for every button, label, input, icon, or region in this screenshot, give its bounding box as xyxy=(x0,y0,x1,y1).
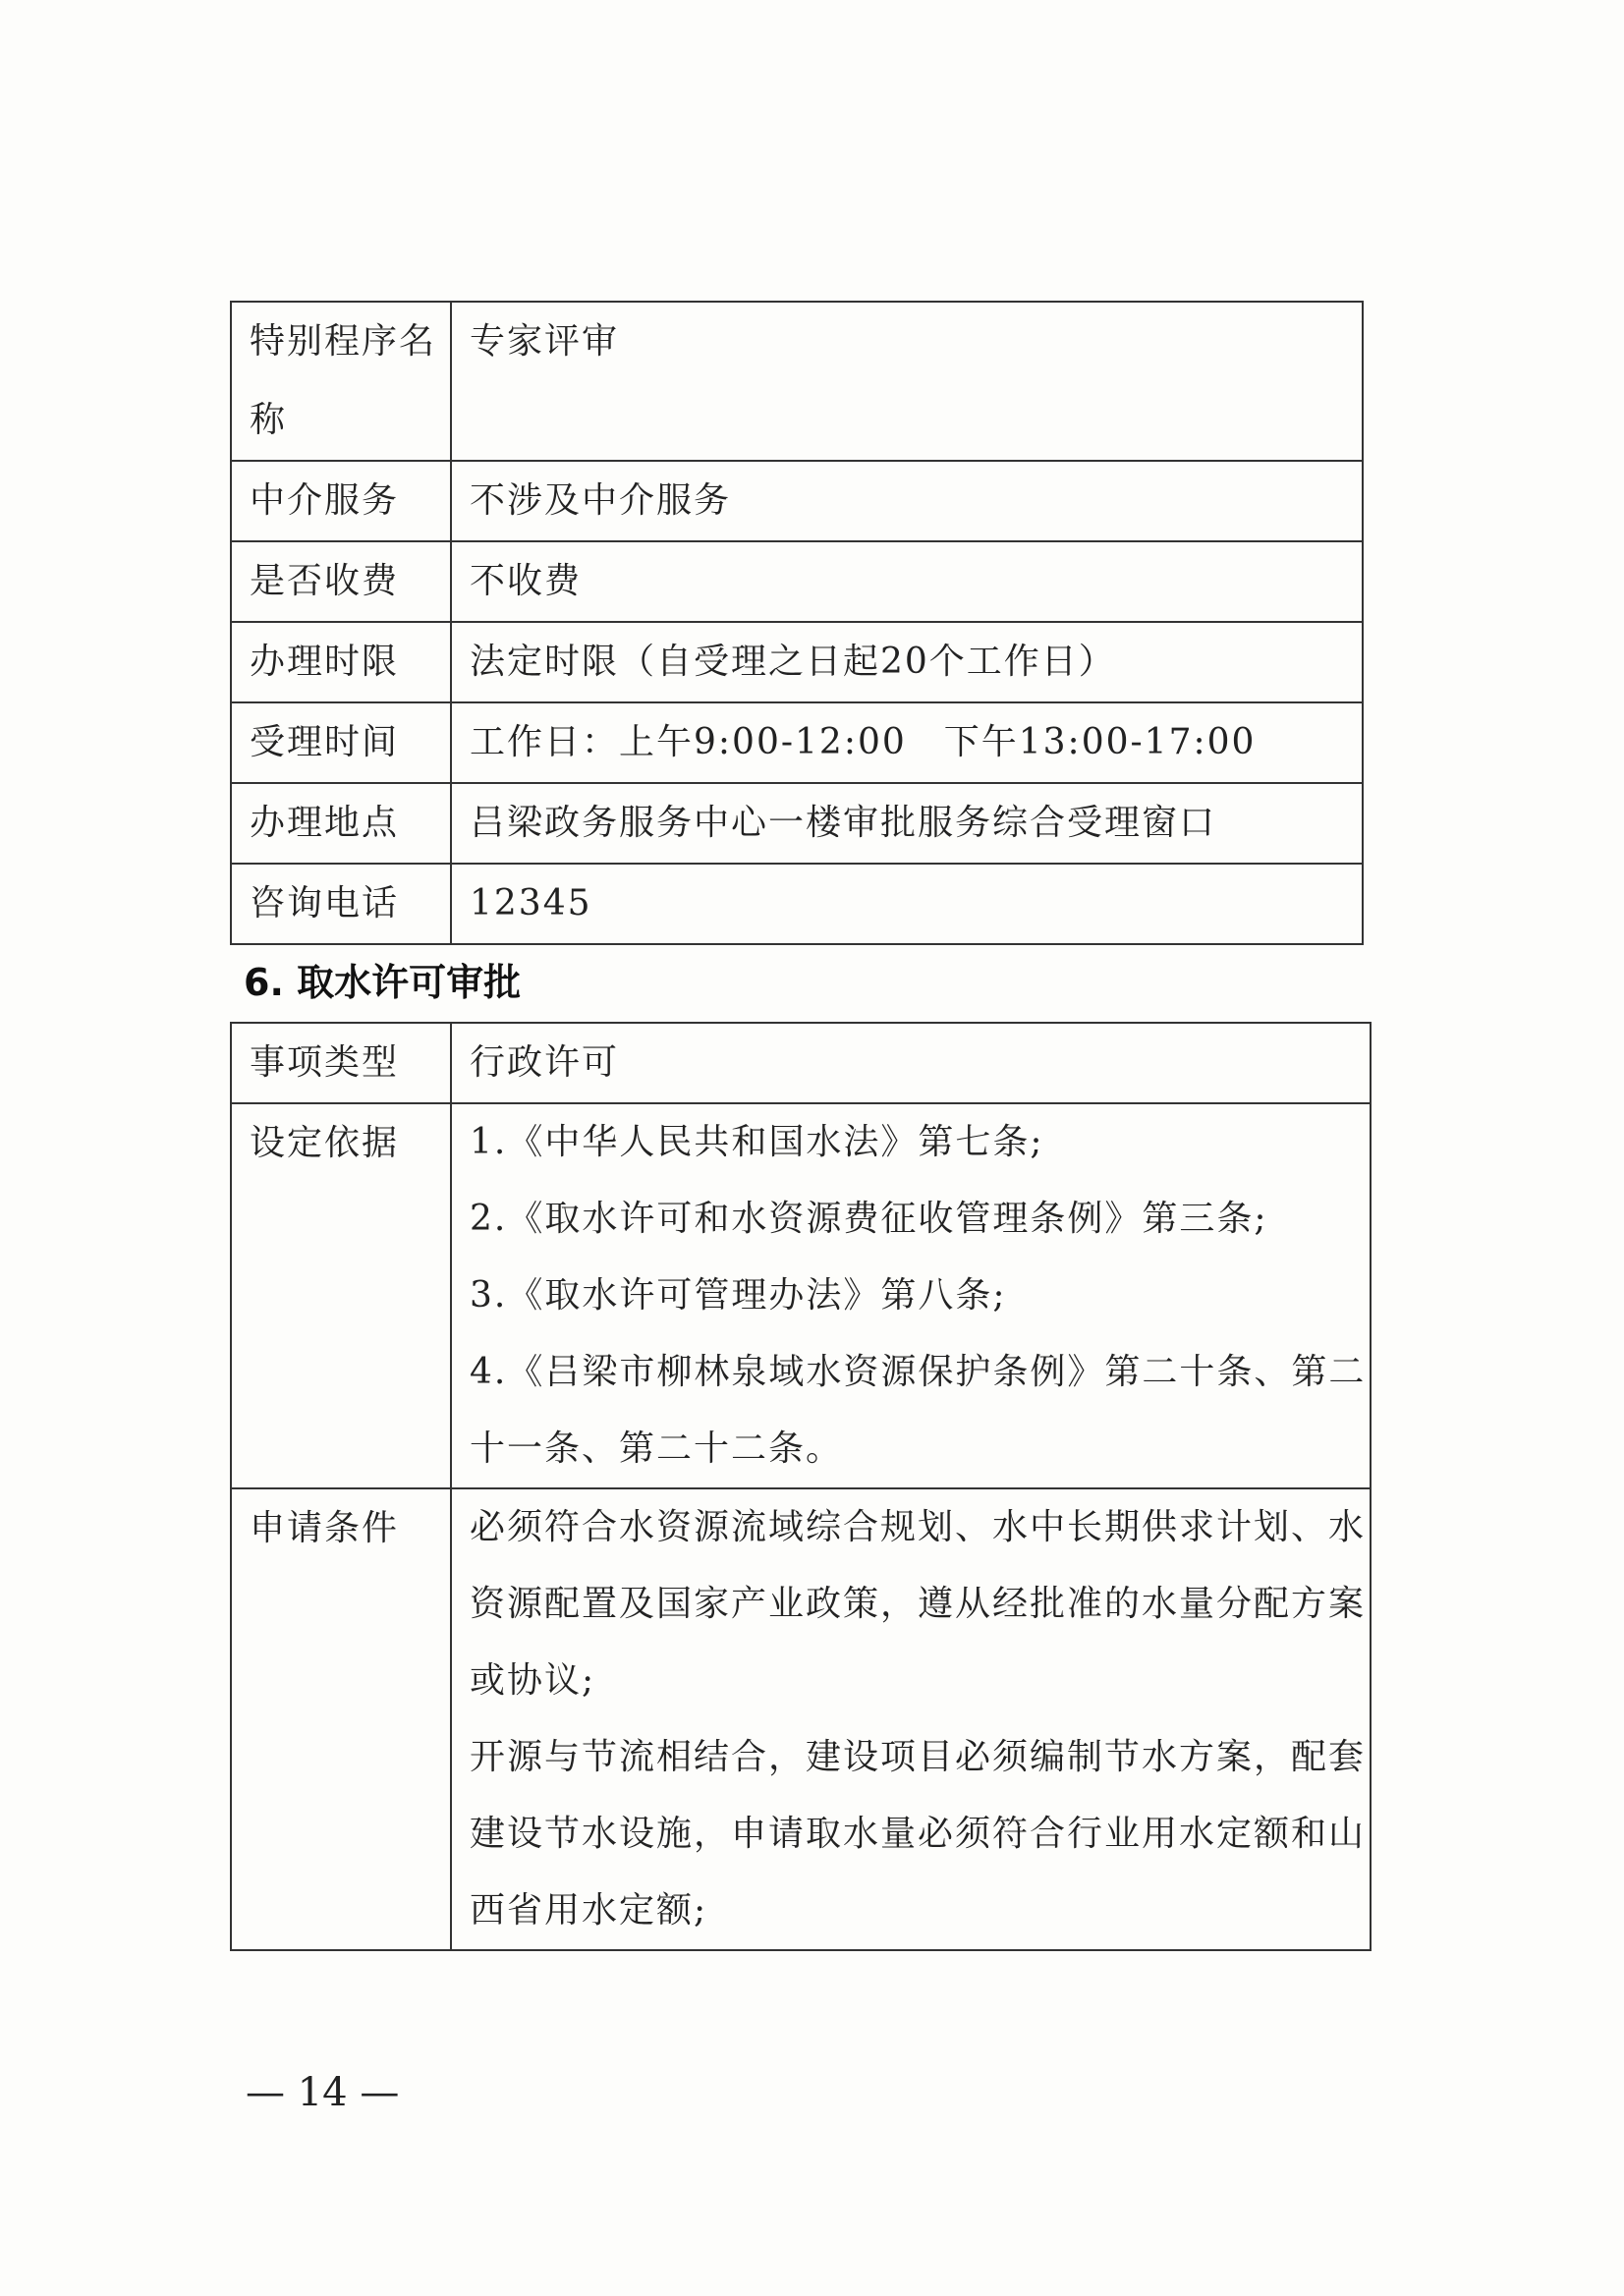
conditions-label: 申请条件 xyxy=(231,1488,451,1950)
legal-basis-item: 1.《中华人民共和国水法》第七条; xyxy=(470,1122,1044,1162)
row-label: 是否收费 xyxy=(231,541,451,622)
row-label: 中介服务 xyxy=(231,461,451,541)
table-row xyxy=(231,461,1363,541)
table-row xyxy=(231,541,1363,622)
legal-basis-label: 设定依据 xyxy=(231,1103,451,1488)
row-value: 专家评审 xyxy=(451,302,1363,461)
table-row xyxy=(231,302,1363,461)
legal-basis-value xyxy=(451,1103,1371,1488)
table-row xyxy=(231,1023,1371,1103)
section-heading: 6. 取水许可审批 xyxy=(244,961,522,1004)
row-label: 受理时间 xyxy=(231,702,451,783)
row-label: 办理时限 xyxy=(231,622,451,702)
item-type-value: 行政许可 xyxy=(451,1023,1371,1103)
condition-item: 开源与节流相结合，建设项目必须编制节水方案，配套建设节水设施，申请取水量必须符合行业用水定额和山西省用水定额; xyxy=(470,1737,1367,1931)
row-label: 办理地点 xyxy=(231,783,451,864)
legal-basis-item: 3.《取水许可管理办法》第八条; xyxy=(470,1275,1007,1316)
table-row xyxy=(231,783,1363,864)
row-value: 不涉及中介服务 xyxy=(451,461,1363,541)
item-type-label: 事项类型 xyxy=(231,1023,451,1103)
legal-basis-item: 4.《吕梁市柳林泉域水资源保护条例》第二十条、第二十一条、第二十二条。 xyxy=(470,1352,1367,1469)
row-label: 咨询电话 xyxy=(231,864,451,944)
table-row xyxy=(231,622,1363,702)
row-value: 工作日：上午9:00-12:00 下午13:00-17:00 xyxy=(451,702,1363,783)
row-value: 法定时限（自受理之日起20个工作日） xyxy=(451,622,1363,702)
page-number: — 14 — xyxy=(246,2070,400,2115)
table-row xyxy=(231,1488,1371,1950)
row-value: 12345 xyxy=(451,864,1363,944)
conditions-value xyxy=(451,1488,1371,1950)
procedure-info-table xyxy=(230,301,1364,945)
condition-item: 必须符合水资源流域综合规划、水中长期供求计划、水资源配置及国家产业政策，遵从经批准的水量分配方案或协议; xyxy=(470,1507,1367,1701)
table-row xyxy=(231,864,1363,944)
row-value: 不收费 xyxy=(451,541,1363,622)
table-row xyxy=(231,702,1363,783)
row-value: 吕梁政务服务中心一楼审批服务综合受理窗口 xyxy=(451,783,1363,864)
water-permit-table xyxy=(230,1022,1372,1951)
row-label: 特别程序名称 xyxy=(231,302,451,461)
table-row xyxy=(231,1103,1371,1488)
legal-basis-item: 2.《取水许可和水资源费征收管理条例》第三条; xyxy=(470,1199,1268,1239)
